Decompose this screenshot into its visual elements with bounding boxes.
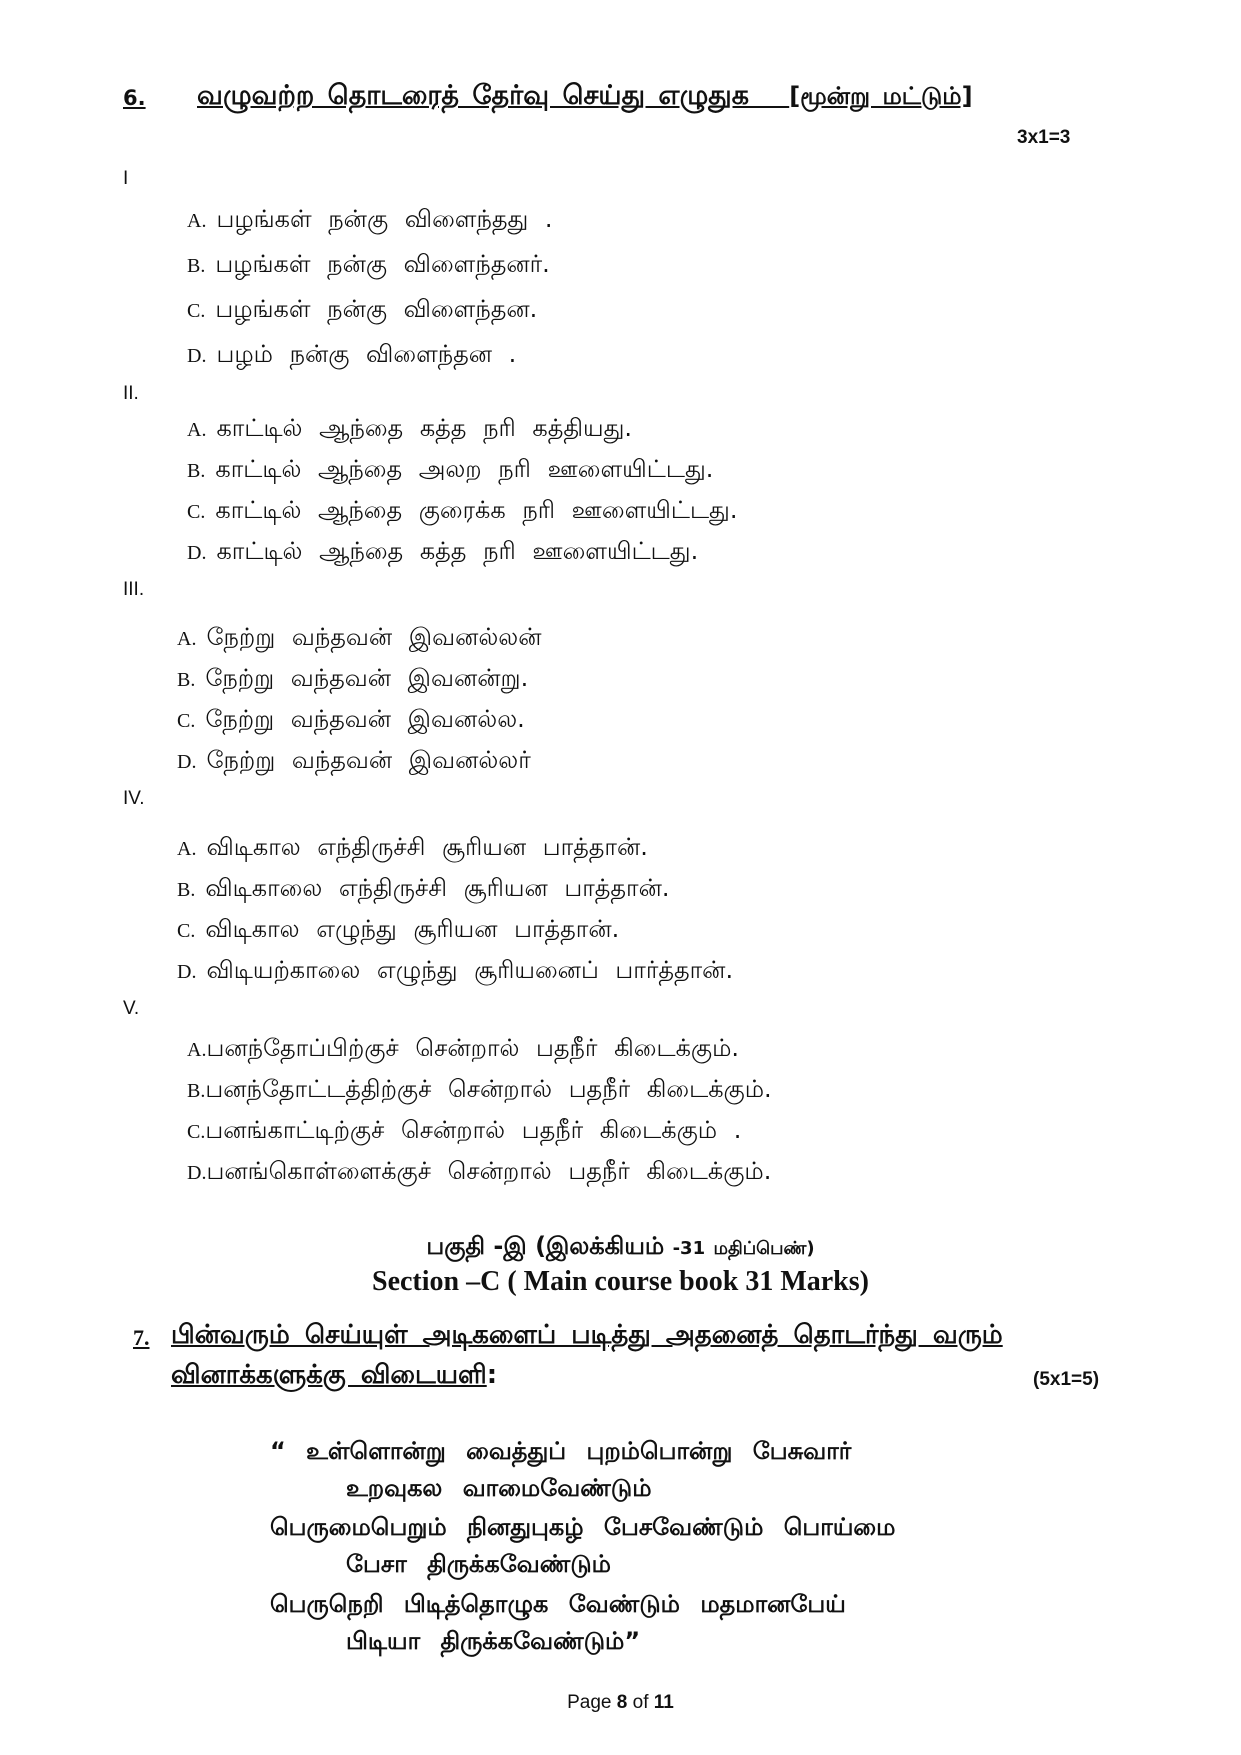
- option-letter: C.: [177, 920, 196, 942]
- option-text: பழங்கள் நன்கு விளைந்தது .: [216, 205, 553, 233]
- option-letter: B.: [187, 460, 206, 482]
- option-letter: A.: [187, 1039, 207, 1061]
- section-heading: Section –C ( Main course book 31 Marks): [372, 1266, 869, 1297]
- option-item: [187, 250, 550, 281]
- poem-line: பேசா திருக்கவேண்டும்: [346, 1550, 611, 1578]
- option-item: [177, 623, 542, 654]
- option-letter: A.: [187, 419, 207, 441]
- footer-page-number: 8: [616, 1692, 628, 1713]
- option-item: [187, 205, 553, 236]
- option-text: விடிகால எழுந்து சூரியன பாத்தான்.: [205, 915, 620, 943]
- option-letter: D.: [177, 961, 197, 983]
- option-item: [187, 1157, 771, 1188]
- option-letter: D.: [187, 1162, 207, 1184]
- option-item: [187, 340, 516, 371]
- option-text: பனந்தோட்டத்திற்குச் சென்றால் பதநீர் கிடைக்கும்.: [205, 1075, 772, 1103]
- option-letter: C.: [177, 710, 196, 732]
- option-item: [177, 874, 669, 905]
- group-label: III.: [123, 579, 145, 600]
- option-text: காட்டில் ஆந்தை அலற நரி ஊளையிட்டது.: [215, 455, 714, 483]
- option-letter: C.: [187, 300, 206, 322]
- page-footer: [0, 1692, 1241, 1714]
- group-label: I: [123, 168, 129, 189]
- question-number: 6.: [123, 86, 146, 110]
- option-text: பனங்காட்டிற்குச் சென்றால் பதநீர் கிடைக்கும் .: [205, 1116, 742, 1144]
- option-text: நேற்று வந்தவன் இவனல்ல.: [205, 705, 525, 733]
- group-label: II.: [123, 383, 139, 404]
- question-text-line: [171, 1360, 497, 1393]
- option-text: பனங்கொள்ளைக்குச் சென்றால் பதநீர் கிடைக்கும்.: [206, 1157, 772, 1185]
- option-text: பழங்கள் நன்கு விளைந்தனர்.: [215, 250, 550, 278]
- option-letter: B.: [177, 879, 196, 901]
- option-text: பழம் நன்கு விளைந்தன .: [216, 340, 517, 368]
- poem-line: பெருநெறி பிடித்தொழுக வேண்டும் மதமானபேய்: [270, 1590, 846, 1618]
- option-item: [177, 915, 619, 946]
- option-letter: A.: [187, 210, 207, 232]
- question-title: [197, 80, 973, 115]
- option-item: [187, 496, 738, 527]
- poem-line: உறவுகல வாமைவேண்டும்: [346, 1474, 652, 1502]
- part-heading-prefix: பகுதி -இ (இலக்கியம்: [426, 1232, 665, 1260]
- poem-line: பெருமைபெறும் நினதுபுகழ் பேசவேண்டும் பொய்மை: [270, 1513, 896, 1541]
- option-text: நேற்று வந்தவன் இவனன்று.: [205, 664, 529, 692]
- option-item: [187, 414, 632, 445]
- option-item: [187, 455, 713, 486]
- option-letter: A.: [177, 628, 197, 650]
- option-letter: D.: [187, 345, 207, 367]
- option-text: காட்டில் ஆந்தை கத்த நரி ஊளையிட்டது.: [216, 537, 699, 565]
- poem-line: பிடியா திருக்கவேண்டும்”: [346, 1627, 641, 1655]
- option-text: விடிகாலை எந்திருச்சி சூரியன பாத்தான்.: [205, 874, 670, 902]
- part-heading-suffix: மதிப்பெண்): [713, 1238, 815, 1259]
- option-item: [187, 1075, 772, 1106]
- poem-line: “ உள்ளொன்று வைத்துப் புறம்பொன்று பேசுவார்: [270, 1437, 852, 1465]
- option-text: நேற்று வந்தவன் இவனல்லர்: [206, 746, 531, 774]
- option-item: [177, 746, 531, 777]
- question-marks: 3x1=3: [1017, 127, 1071, 148]
- option-letter: C.: [187, 501, 206, 523]
- option-text: பனந்தோப்பிற்குச் சென்றால் பதநீர் கிடைக்கும்.: [206, 1034, 740, 1062]
- footer-page-total: 11: [653, 1692, 674, 1713]
- option-text: காட்டில் ஆந்தை குரைக்க நரி ஊளையிட்டது.: [215, 496, 738, 524]
- option-item: [187, 1116, 741, 1147]
- option-text: பழங்கள் நன்கு விளைந்தன.: [215, 295, 538, 323]
- option-item: [187, 1034, 739, 1065]
- option-item: [187, 537, 698, 568]
- option-text: விடிகால எந்திருச்சி சூரியன பாத்தான்.: [206, 833, 648, 861]
- option-letter: D.: [177, 751, 197, 773]
- question-number: 7.: [133, 1325, 150, 1350]
- option-text: காட்டில் ஆந்தை கத்த நரி கத்தியது.: [216, 414, 633, 442]
- option-letter: B.: [187, 255, 206, 277]
- part-heading-marks: -31: [672, 1238, 706, 1259]
- option-item: [177, 705, 525, 736]
- question-text-line: பின்வரும் செய்யுள் அடிகளைப் படித்து அதனைத் தொடர்ந்து வரும்: [171, 1320, 1003, 1350]
- question-instruction: [மூன்று மட்டும்]: [789, 82, 973, 110]
- option-letter: A.: [177, 838, 197, 860]
- question-text: வினாக்களுக்கு விடையளி: [171, 1360, 487, 1390]
- question-marks: (5x1=5): [1033, 1369, 1100, 1390]
- group-label: V.: [123, 998, 140, 1019]
- option-item: [177, 664, 528, 695]
- footer-page-word: Page: [567, 1692, 612, 1713]
- group-label: IV.: [123, 788, 145, 809]
- question-colon: :: [486, 1360, 498, 1390]
- option-letter: D.: [187, 542, 207, 564]
- option-item: [177, 956, 733, 987]
- option-text: விடியற்காலை எழுந்து சூரியனைப் பார்த்தான்.: [206, 956, 734, 984]
- option-letter: B.: [177, 669, 196, 691]
- option-item: [177, 833, 648, 864]
- option-letter: B.: [187, 1080, 206, 1102]
- option-text: நேற்று வந்தவன் இவனல்லன்: [206, 623, 542, 651]
- footer-of-word: of: [632, 1692, 649, 1713]
- option-item: [187, 295, 537, 326]
- option-letter: C.: [187, 1121, 206, 1143]
- part-heading: [0, 1232, 1241, 1263]
- question-title-text: வழுவற்ற தொடரைத் தேர்வு செய்து எழுதுக: [197, 80, 749, 111]
